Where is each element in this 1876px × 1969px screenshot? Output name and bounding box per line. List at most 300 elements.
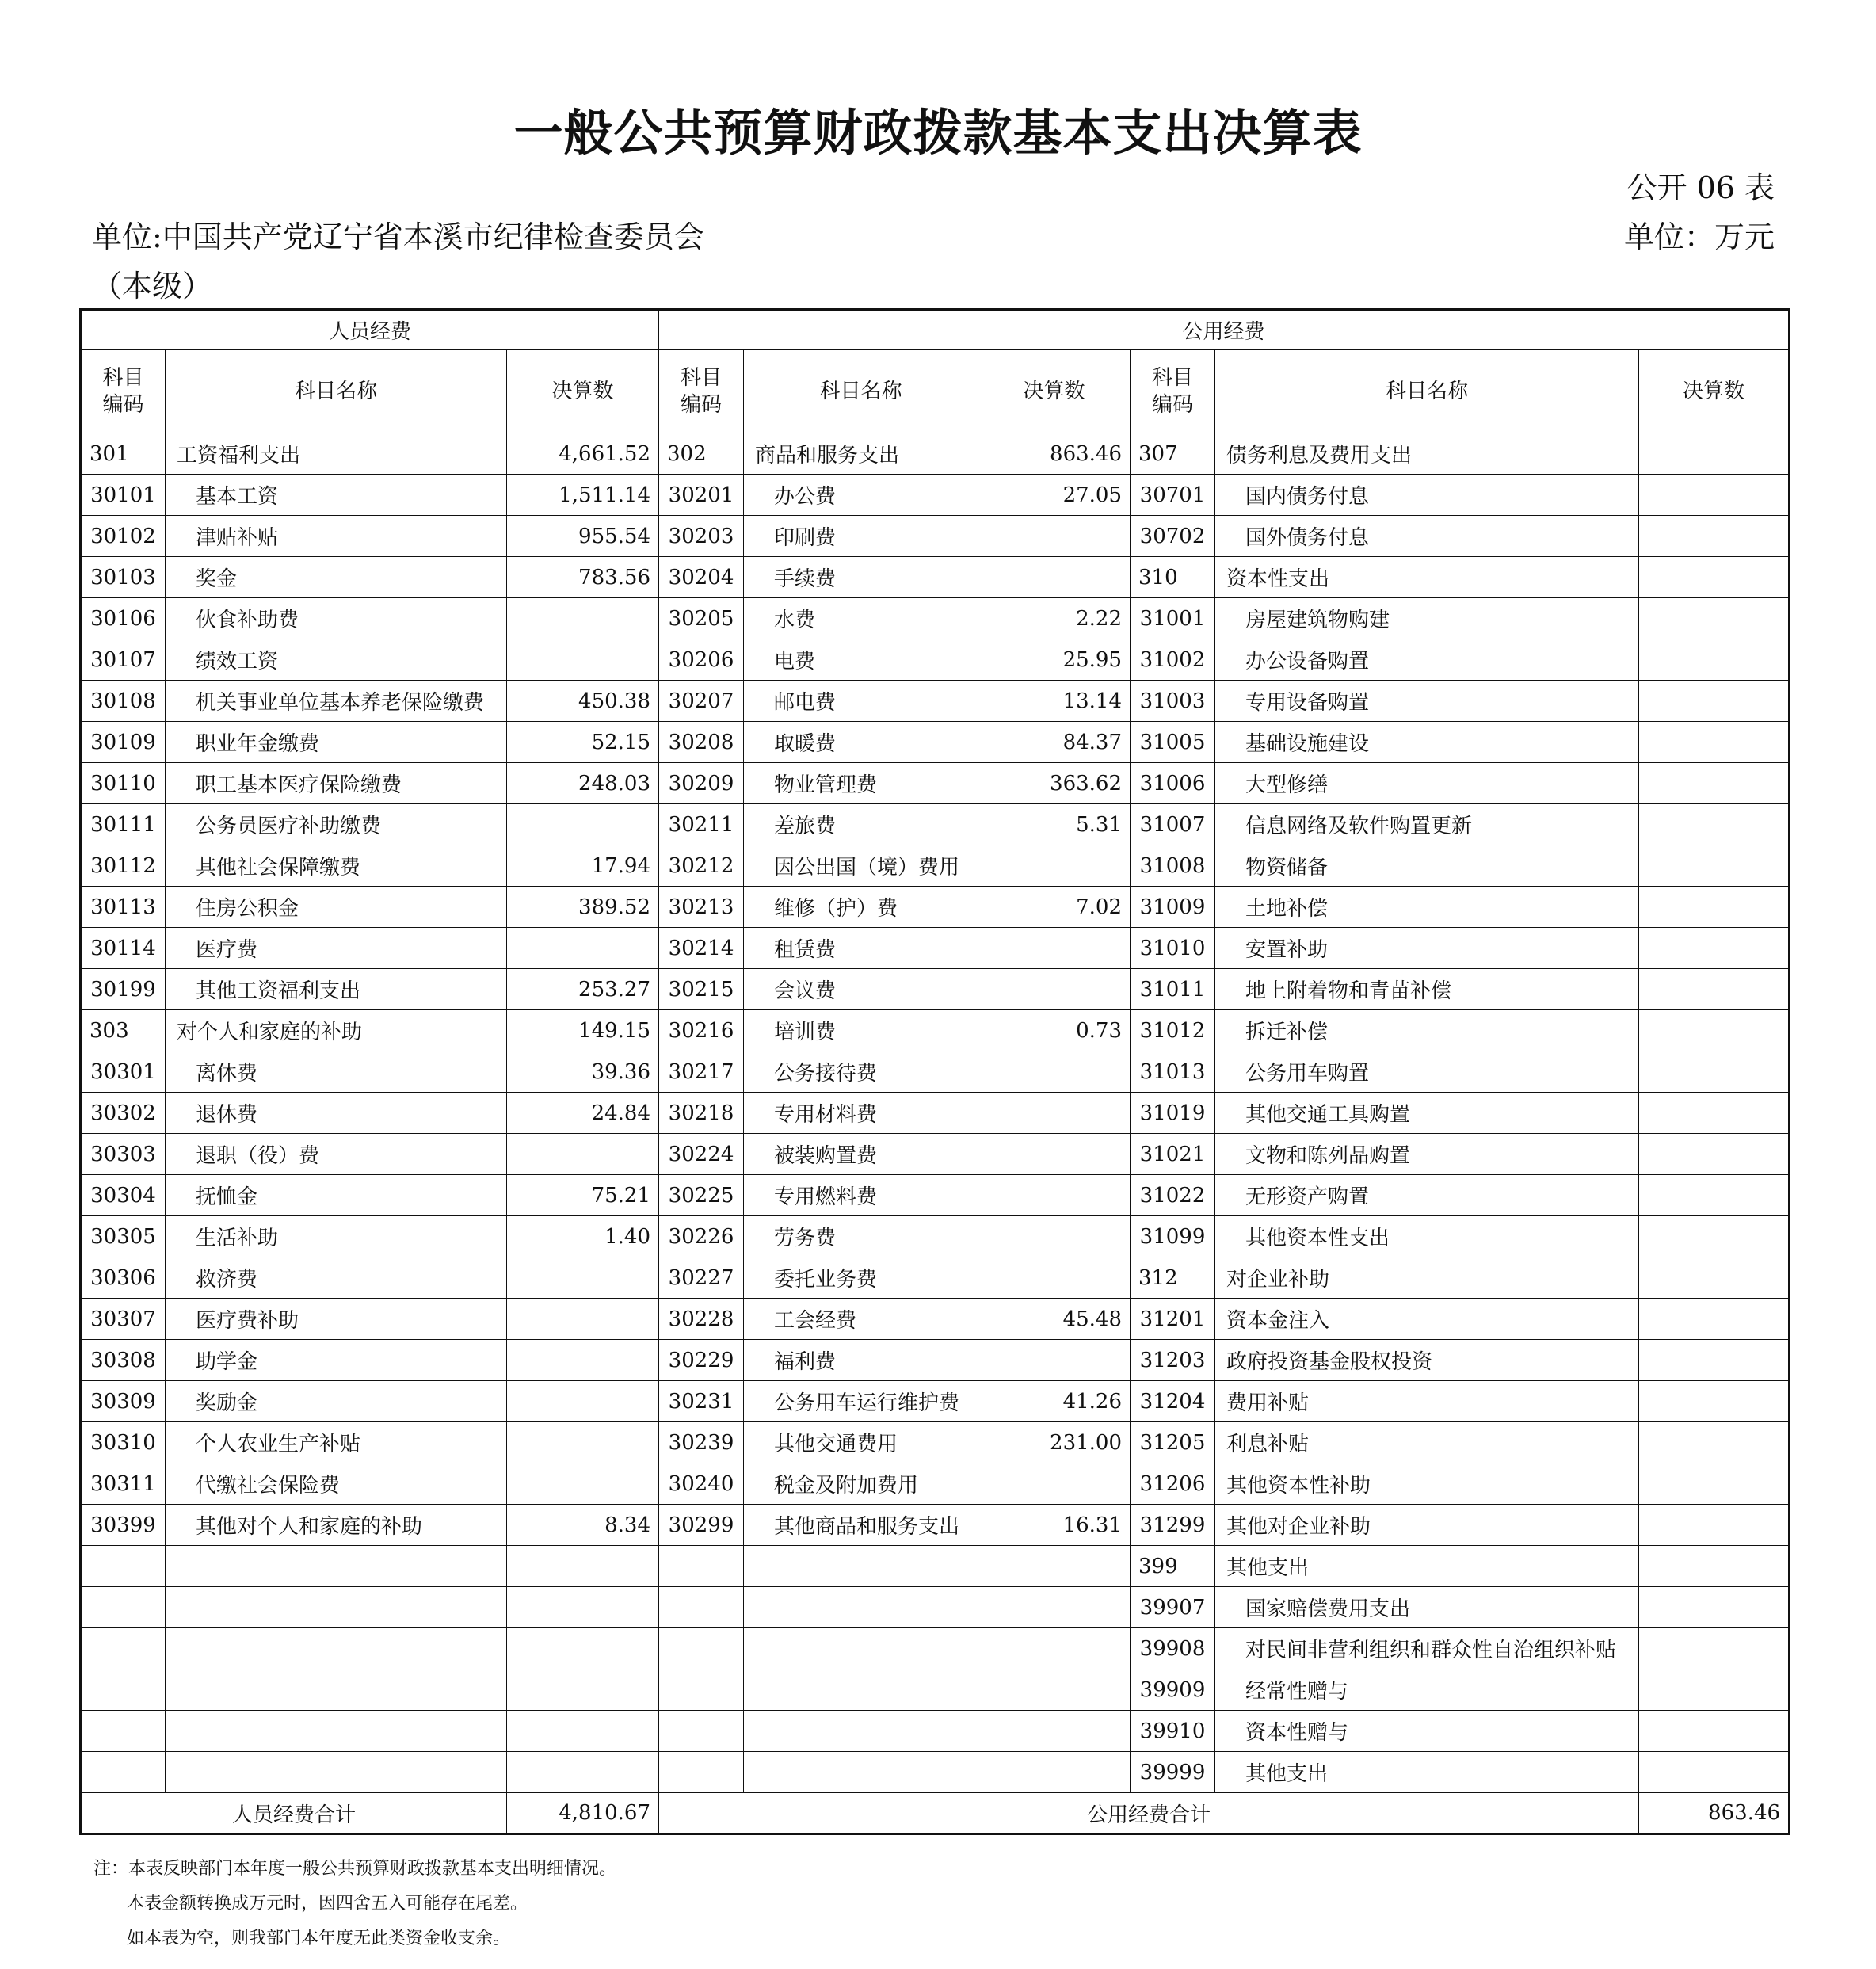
subject-name: 安置补助 (1215, 928, 1639, 969)
personnel-total-amount: 4,810.67 (507, 1793, 659, 1834)
header-amount: 决算数 (1639, 350, 1790, 433)
subject-name: 医疗费补助 (166, 1299, 507, 1340)
subject-code: 31009 (1131, 887, 1215, 928)
subject-name: 离休费 (166, 1051, 507, 1093)
amount (1639, 1381, 1790, 1422)
subject-code: 30239 (659, 1422, 744, 1463)
table-row (81, 1381, 1790, 1422)
subject-name: 电费 (744, 639, 978, 681)
subject-code: 39999 (1131, 1752, 1215, 1793)
subject-code: 30308 (81, 1340, 166, 1381)
amount: 52.15 (507, 722, 659, 763)
amount (507, 598, 659, 639)
amount (978, 1257, 1131, 1299)
amount (978, 1628, 1131, 1669)
subject-code: 30306 (81, 1257, 166, 1299)
subject-code: 31099 (1131, 1216, 1215, 1257)
amount (978, 557, 1131, 598)
subject-code: 30702 (1131, 516, 1215, 557)
table-row (81, 1051, 1790, 1093)
subject-name: 退休费 (166, 1093, 507, 1134)
subject-code: 30101 (81, 475, 166, 516)
subject-code: 31005 (1131, 722, 1215, 763)
amount (978, 1587, 1131, 1628)
amount (1639, 928, 1790, 969)
organization-unit: 单位:中国共产党辽宁省本溪市纪律检查委员会 (92, 219, 704, 254)
subject-code: 30309 (81, 1381, 166, 1422)
subject-code: 30208 (659, 722, 744, 763)
amount: 2.22 (978, 598, 1131, 639)
subject-code: 30305 (81, 1216, 166, 1257)
subject-code: 31201 (1131, 1299, 1215, 1340)
subject-code (659, 1752, 744, 1793)
note-line: 本表金额转换成万元时，因四舍五入可能存在尾差。 (127, 1894, 528, 1914)
subject-code: 30206 (659, 639, 744, 681)
subject-code: 30311 (81, 1463, 166, 1505)
amount (507, 1340, 659, 1381)
subject-name: 资本性赠与 (1215, 1711, 1639, 1752)
subject-code: 30199 (81, 969, 166, 1010)
amount (1639, 557, 1790, 598)
subject-code: 31021 (1131, 1134, 1215, 1175)
amount: 17.94 (507, 845, 659, 887)
subject-name: 奖励金 (166, 1381, 507, 1422)
subject-name (744, 1669, 978, 1711)
subject-name: 租赁费 (744, 928, 978, 969)
subject-name: 退职（役）费 (166, 1134, 507, 1175)
subject-code (659, 1628, 744, 1669)
table-row (81, 1711, 1790, 1752)
amount (507, 1669, 659, 1711)
subject-name: 土地补偿 (1215, 887, 1639, 928)
subject-code: 31002 (1131, 639, 1215, 681)
amount (1639, 1546, 1790, 1587)
table-row (81, 845, 1790, 887)
subject-name (744, 1587, 978, 1628)
subject-code: 30204 (659, 557, 744, 598)
section-public: 公用经费 (659, 310, 1790, 350)
amount (1639, 1587, 1790, 1628)
subject-code (659, 1587, 744, 1628)
subject-name: 对企业补助 (1215, 1257, 1639, 1299)
subject-code: 30215 (659, 969, 744, 1010)
totals-row (81, 1793, 1790, 1834)
subject-name (166, 1669, 507, 1711)
currency-unit: 单位：万元 (1623, 219, 1775, 254)
subject-code: 30207 (659, 681, 744, 722)
table-row (81, 1175, 1790, 1216)
subject-code: 30201 (659, 475, 744, 516)
amount (1639, 639, 1790, 681)
subject-name: 税金及附加费用 (744, 1463, 978, 1505)
subject-code: 30112 (81, 845, 166, 887)
amount: 863.46 (978, 433, 1131, 475)
subject-code: 30209 (659, 763, 744, 804)
header-amount: 决算数 (507, 350, 659, 433)
amount (978, 845, 1131, 887)
amount (507, 1257, 659, 1299)
amount (507, 804, 659, 845)
table-row (81, 1299, 1790, 1340)
amount (978, 1711, 1131, 1752)
amount (1639, 1669, 1790, 1711)
subject-code: 30303 (81, 1134, 166, 1175)
subject-code: 302 (659, 433, 744, 475)
subject-name: 房屋建筑物购建 (1215, 598, 1639, 639)
subject-code: 31001 (1131, 598, 1215, 639)
subject-name: 公务用车运行维护费 (744, 1381, 978, 1422)
amount (1639, 1711, 1790, 1752)
subject-name: 被装购置费 (744, 1134, 978, 1175)
subject-code: 31203 (1131, 1340, 1215, 1381)
subject-name: 伙食补助费 (166, 598, 507, 639)
amount (507, 1299, 659, 1340)
note-line: 注：本表反映部门本年度一般公共预算财政拨款基本支出明细情况。 (93, 1859, 617, 1879)
subject-code: 30302 (81, 1093, 166, 1134)
table-row (81, 1257, 1790, 1299)
subject-name: 工会经费 (744, 1299, 978, 1340)
amount (1639, 1134, 1790, 1175)
subject-code: 31299 (1131, 1505, 1215, 1546)
amount (1639, 763, 1790, 804)
form-number: 公开 06 表 (1626, 170, 1775, 205)
subject-code: 30109 (81, 722, 166, 763)
amount: 248.03 (507, 763, 659, 804)
subject-name: 代缴社会保险费 (166, 1463, 507, 1505)
subject-name: 救济费 (166, 1257, 507, 1299)
subject-code: 30217 (659, 1051, 744, 1093)
subject-name: 商品和服务支出 (744, 433, 978, 475)
table-row (81, 928, 1790, 969)
amount (507, 1381, 659, 1422)
subject-code: 39910 (1131, 1711, 1215, 1752)
subject-name: 生活补助 (166, 1216, 507, 1257)
public-total-label: 公用经费合计 (659, 1793, 1639, 1834)
amount: 7.02 (978, 887, 1131, 928)
header-code: 科目 编码 (659, 350, 744, 433)
subject-name: 手续费 (744, 557, 978, 598)
amount (978, 969, 1131, 1010)
subject-code: 301 (81, 433, 166, 475)
amount (1639, 598, 1790, 639)
table-row (81, 681, 1790, 722)
table-row (81, 722, 1790, 763)
subject-name (744, 1628, 978, 1669)
table-row (81, 1546, 1790, 1587)
amount (1639, 475, 1790, 516)
subject-code: 31205 (1131, 1422, 1215, 1463)
subject-name: 取暖费 (744, 722, 978, 763)
amount (1639, 1216, 1790, 1257)
subject-code: 30110 (81, 763, 166, 804)
subject-name: 对个人和家庭的补助 (166, 1010, 507, 1051)
subject-code: 30225 (659, 1175, 744, 1216)
subject-name (744, 1711, 978, 1752)
subject-name (166, 1752, 507, 1793)
amount: 783.56 (507, 557, 659, 598)
subject-name: 其他资本性补助 (1215, 1463, 1639, 1505)
subject-name: 国外债务付息 (1215, 516, 1639, 557)
table-row (81, 1463, 1790, 1505)
subject-name: 其他支出 (1215, 1752, 1639, 1793)
header-amount: 决算数 (978, 350, 1131, 433)
subject-name: 会议费 (744, 969, 978, 1010)
subject-code: 30299 (659, 1505, 744, 1546)
amount (978, 1546, 1131, 1587)
subject-name: 物资储备 (1215, 845, 1639, 887)
subject-code: 30231 (659, 1381, 744, 1422)
amount (978, 516, 1131, 557)
subject-code: 31003 (1131, 681, 1215, 722)
amount: 75.21 (507, 1175, 659, 1216)
subject-code: 30218 (659, 1093, 744, 1134)
amount (507, 1463, 659, 1505)
amount: 41.26 (978, 1381, 1131, 1422)
amount (507, 1752, 659, 1793)
amount: 45.48 (978, 1299, 1131, 1340)
subject-code: 30701 (1131, 475, 1215, 516)
subject-name: 经常性赠与 (1215, 1669, 1639, 1711)
subject-code: 307 (1131, 433, 1215, 475)
subject-name (166, 1711, 507, 1752)
table-row (81, 1422, 1790, 1463)
note-line: 如本表为空，则我部门本年度无此类资金收支余。 (127, 1929, 511, 1948)
amount: 253.27 (507, 969, 659, 1010)
subject-name: 文物和陈列品购置 (1215, 1134, 1639, 1175)
table-row (81, 1587, 1790, 1628)
subject-name: 奖金 (166, 557, 507, 598)
subject-code: 30229 (659, 1340, 744, 1381)
column-header-row (81, 350, 1790, 433)
subject-name: 物业管理费 (744, 763, 978, 804)
subject-code: 30205 (659, 598, 744, 639)
amount (507, 1587, 659, 1628)
subject-code: 30114 (81, 928, 166, 969)
subject-code: 31006 (1131, 763, 1215, 804)
subject-code (659, 1669, 744, 1711)
subject-name: 个人农业生产补贴 (166, 1422, 507, 1463)
subject-name: 委托业务费 (744, 1257, 978, 1299)
subject-name: 资本金注入 (1215, 1299, 1639, 1340)
subject-name: 大型修缮 (1215, 763, 1639, 804)
amount (1639, 1175, 1790, 1216)
subject-name: 国家赔偿费用支出 (1215, 1587, 1639, 1628)
subject-code: 30228 (659, 1299, 744, 1340)
table-row (81, 598, 1790, 639)
subject-name (744, 1546, 978, 1587)
subject-code: 399 (1131, 1546, 1215, 1587)
subject-code: 30108 (81, 681, 166, 722)
amount (1639, 1505, 1790, 1546)
subject-name: 国内债务付息 (1215, 475, 1639, 516)
amount (1639, 887, 1790, 928)
subject-code: 31012 (1131, 1010, 1215, 1051)
amount (978, 1669, 1131, 1711)
subject-name: 抚恤金 (166, 1175, 507, 1216)
public-total-amount: 863.46 (1639, 1793, 1790, 1834)
amount: 39.36 (507, 1051, 659, 1093)
amount (1639, 1299, 1790, 1340)
amount (1639, 722, 1790, 763)
subject-name: 职工基本医疗保险缴费 (166, 763, 507, 804)
table-row (81, 1134, 1790, 1175)
table-row (81, 1216, 1790, 1257)
subject-code (81, 1587, 166, 1628)
subject-code: 30203 (659, 516, 744, 557)
subject-name: 办公设备购置 (1215, 639, 1639, 681)
table-row (81, 1093, 1790, 1134)
amount: 1.40 (507, 1216, 659, 1257)
subject-name: 机关事业单位基本养老保险缴费 (166, 681, 507, 722)
subject-code: 30226 (659, 1216, 744, 1257)
subject-name: 对民间非营利组织和群众性自治组织补贴 (1215, 1628, 1639, 1669)
subject-name: 其他交通费用 (744, 1422, 978, 1463)
subject-name (166, 1587, 507, 1628)
amount (1639, 1010, 1790, 1051)
subject-code: 31013 (1131, 1051, 1215, 1093)
subject-code: 30301 (81, 1051, 166, 1093)
subject-code: 30310 (81, 1422, 166, 1463)
subject-code: 39909 (1131, 1669, 1215, 1711)
subject-code: 310 (1131, 557, 1215, 598)
subject-name: 公务用车购置 (1215, 1051, 1639, 1093)
subject-name: 专用材料费 (744, 1093, 978, 1134)
amount (1639, 1340, 1790, 1381)
amount (1639, 433, 1790, 475)
amount: 24.84 (507, 1093, 659, 1134)
amount (507, 1546, 659, 1587)
subject-code: 39908 (1131, 1628, 1215, 1669)
subject-name: 办公费 (744, 475, 978, 516)
amount (1639, 1463, 1790, 1505)
amount (978, 1175, 1131, 1216)
subject-name: 福利费 (744, 1340, 978, 1381)
subject-name: 维修（护）费 (744, 887, 978, 928)
subject-name: 因公出国（境）费用 (744, 845, 978, 887)
header-code: 科目 编码 (81, 350, 166, 433)
subject-code: 31010 (1131, 928, 1215, 969)
subject-code: 31007 (1131, 804, 1215, 845)
subject-name: 地上附着物和青苗补偿 (1215, 969, 1639, 1010)
subject-code: 30212 (659, 845, 744, 887)
section-personnel: 人员经费 (81, 310, 659, 350)
organization-unit-level: （本级） (92, 269, 213, 303)
amount: 8.34 (507, 1505, 659, 1546)
amount (1639, 804, 1790, 845)
amount (1639, 1051, 1790, 1093)
subject-code: 312 (1131, 1257, 1215, 1299)
subject-name: 其他对企业补助 (1215, 1505, 1639, 1546)
amount (1639, 1093, 1790, 1134)
notes (93, 1852, 616, 1956)
expenditure-table (79, 308, 1790, 1835)
subject-code: 31008 (1131, 845, 1215, 887)
subject-code: 30211 (659, 804, 744, 845)
subject-name: 其他支出 (1215, 1546, 1639, 1587)
table-row (81, 1669, 1790, 1711)
subject-name: 工资福利支出 (166, 433, 507, 475)
table-row (81, 969, 1790, 1010)
amount (1639, 516, 1790, 557)
section-header-row (81, 310, 1790, 350)
subject-name: 邮电费 (744, 681, 978, 722)
subject-name: 助学金 (166, 1340, 507, 1381)
amount (978, 1340, 1131, 1381)
subject-name: 资本性支出 (1215, 557, 1639, 598)
subject-name: 职业年金缴费 (166, 722, 507, 763)
amount (507, 1628, 659, 1669)
subject-code: 30103 (81, 557, 166, 598)
header-code: 科目 编码 (1131, 350, 1215, 433)
subject-name: 政府投资基金股权投资 (1215, 1340, 1639, 1381)
subject-name: 费用补贴 (1215, 1381, 1639, 1422)
subject-name (744, 1752, 978, 1793)
table-row (81, 1505, 1790, 1546)
table-row (81, 804, 1790, 845)
amount (978, 1752, 1131, 1793)
subject-name: 劳务费 (744, 1216, 978, 1257)
subject-code: 30307 (81, 1299, 166, 1340)
table-row (81, 516, 1790, 557)
subject-code: 30213 (659, 887, 744, 928)
subject-name: 水费 (744, 598, 978, 639)
subject-name: 信息网络及软件购置更新 (1215, 804, 1639, 845)
amount: 1,511.14 (507, 475, 659, 516)
header-name: 科目名称 (744, 350, 978, 433)
amount (978, 1093, 1131, 1134)
amount (978, 928, 1131, 969)
subject-code (81, 1711, 166, 1752)
table-row (81, 887, 1790, 928)
table-row (81, 1752, 1790, 1793)
subject-name: 住房公积金 (166, 887, 507, 928)
subject-code: 30111 (81, 804, 166, 845)
subject-name: 其他交通工具购置 (1215, 1093, 1639, 1134)
table-row (81, 433, 1790, 475)
amount (507, 1711, 659, 1752)
amount (1639, 1752, 1790, 1793)
subject-name: 差旅费 (744, 804, 978, 845)
amount (978, 1051, 1131, 1093)
amount (1639, 681, 1790, 722)
subject-code: 30224 (659, 1134, 744, 1175)
subject-code: 31011 (1131, 969, 1215, 1010)
amount: 5.31 (978, 804, 1131, 845)
subject-name: 其他社会保障缴费 (166, 845, 507, 887)
subject-code (81, 1669, 166, 1711)
page-title: 一般公共预算财政拨款基本支出决算表 (513, 104, 1363, 162)
amount: 13.14 (978, 681, 1131, 722)
subject-name: 绩效工资 (166, 639, 507, 681)
subject-code: 31204 (1131, 1381, 1215, 1422)
amount (1639, 845, 1790, 887)
table-row (81, 475, 1790, 516)
subject-name: 医疗费 (166, 928, 507, 969)
subject-name: 基础设施建设 (1215, 722, 1639, 763)
subject-name: 公务接待费 (744, 1051, 978, 1093)
subject-code: 30107 (81, 639, 166, 681)
subject-name: 津贴补贴 (166, 516, 507, 557)
table-row (81, 1010, 1790, 1051)
amount: 16.31 (978, 1505, 1131, 1546)
subject-name (166, 1546, 507, 1587)
subject-code (659, 1546, 744, 1587)
subject-name: 培训费 (744, 1010, 978, 1051)
amount (507, 639, 659, 681)
subject-code: 30399 (81, 1505, 166, 1546)
subject-code: 30227 (659, 1257, 744, 1299)
subject-name: 拆迁补偿 (1215, 1010, 1639, 1051)
